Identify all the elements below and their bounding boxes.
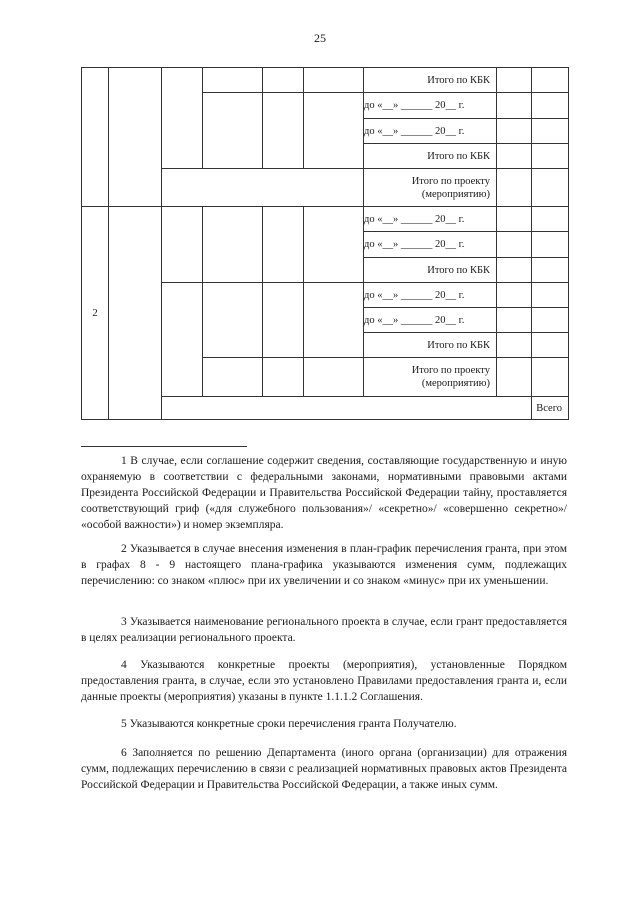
- cell: [532, 232, 569, 258]
- cell: [304, 68, 364, 93]
- cell: [304, 358, 364, 397]
- cell: [162, 207, 203, 283]
- cell: [532, 68, 569, 93]
- date-line: до «__» ______ 20__ г.: [364, 232, 497, 258]
- cell: [263, 358, 304, 397]
- cell: [497, 283, 532, 308]
- footnote-6: 6 Заполняется по решению Департамента (иного органа (организации) для отражения сумм, подлежащих перечислению в связи с реализацией нормативных правовых актов Президента Российской Федерации и Правительства Российской Федерации, а также иных сумм.: [81, 747, 567, 791]
- cell: [497, 258, 532, 283]
- cell: [497, 333, 532, 358]
- cell: [497, 232, 532, 258]
- grand-total-label: Всего: [532, 397, 569, 420]
- total-project-label: Итого по проекту (мероприятию): [364, 358, 497, 397]
- cell: [532, 308, 569, 333]
- cell: [532, 93, 569, 119]
- date-line: до «__» ______ 20__ г.: [364, 308, 497, 333]
- cell: [203, 207, 263, 283]
- cell: [532, 333, 569, 358]
- footnote-4: 4 Указываются конкретные проекты (мероприятия), установленные Порядком предоставления гранта, в случае, если это установлено Правилами предоставления гранта и, если данные проекты (мероприятия) указаны в пункте 1.1.1.2 Соглашения.: [81, 659, 567, 703]
- cell: [263, 207, 304, 283]
- footnote-3: 3 Указывается наименование регионального проекта в случае, если грант предоставляется в целях реализации регионального проекта.: [81, 616, 567, 644]
- total-kbk-label: Итого по КБК: [364, 333, 497, 358]
- footnote-separator: [81, 446, 247, 447]
- cell: [109, 68, 162, 207]
- total-project-label: Итого по проекту (мероприятию): [364, 169, 497, 207]
- cell: [109, 207, 162, 420]
- cell: [532, 119, 569, 144]
- cell: [497, 207, 532, 232]
- cell: [497, 93, 532, 119]
- cell: [263, 283, 304, 358]
- cell: [497, 169, 532, 207]
- footnote-5: 5 Указываются конкретные сроки перечисления гранта Получателю.: [121, 718, 457, 730]
- cell: [532, 169, 569, 207]
- total-kbk-label: Итого по КБК: [364, 258, 497, 283]
- cell: [203, 68, 263, 93]
- cell: [203, 283, 263, 358]
- cell: [497, 119, 532, 144]
- cell: [203, 93, 263, 169]
- footnote-2: 2 Указывается в случае внесения изменения в план-график перечисления гранта, при этом в графах 8 - 9 настоящего плана-графика указываются изменения сумм, подлежащих перечислению: со знаком «плюс» при их увеличении и со знаком «минус» при их уменьшении.: [81, 543, 567, 587]
- cell: [263, 68, 304, 93]
- cell: [162, 68, 203, 169]
- page-number: 25: [314, 31, 326, 45]
- cell: [532, 358, 569, 397]
- cell: [532, 258, 569, 283]
- cell: [497, 144, 532, 169]
- payment-schedule-table: [81, 67, 569, 420]
- total-kbk-label: Итого по КБК: [364, 68, 497, 93]
- cell: [304, 93, 364, 169]
- date-line: до «__» ______ 20__ г.: [364, 93, 497, 119]
- footnote-1: 1 В случае, если соглашение содержит сведения, составляющие государственную и иную охраняемую в соответствии с федеральными законами, нормативными правовыми актами Президента Российской Федерации и Правительства Российской Федерации тайну, проставляется соответствующий гриф («для служебного пользования»/ «секретно»/ «совершенно секретно»/ «особой важности») и номер экземпляра.: [81, 455, 567, 531]
- total-kbk-label: Итого по КБК: [364, 144, 497, 169]
- date-line: до «__» ______ 20__ г.: [364, 119, 497, 144]
- cell: [203, 358, 263, 397]
- cell: [532, 283, 569, 308]
- cell: [304, 207, 364, 283]
- row-number: 2: [82, 207, 109, 420]
- cell: [162, 283, 203, 397]
- cell: [162, 397, 532, 420]
- cell: [497, 68, 532, 93]
- date-line: до «__» ______ 20__ г.: [364, 207, 497, 232]
- cell: [532, 144, 569, 169]
- cell: [497, 308, 532, 333]
- cell: [497, 358, 532, 397]
- date-line: до «__» ______ 20__ г.: [364, 283, 497, 308]
- cell: [82, 68, 109, 207]
- cell: [263, 93, 304, 169]
- cell: [162, 169, 364, 207]
- cell: [532, 207, 569, 232]
- cell: [304, 283, 364, 358]
